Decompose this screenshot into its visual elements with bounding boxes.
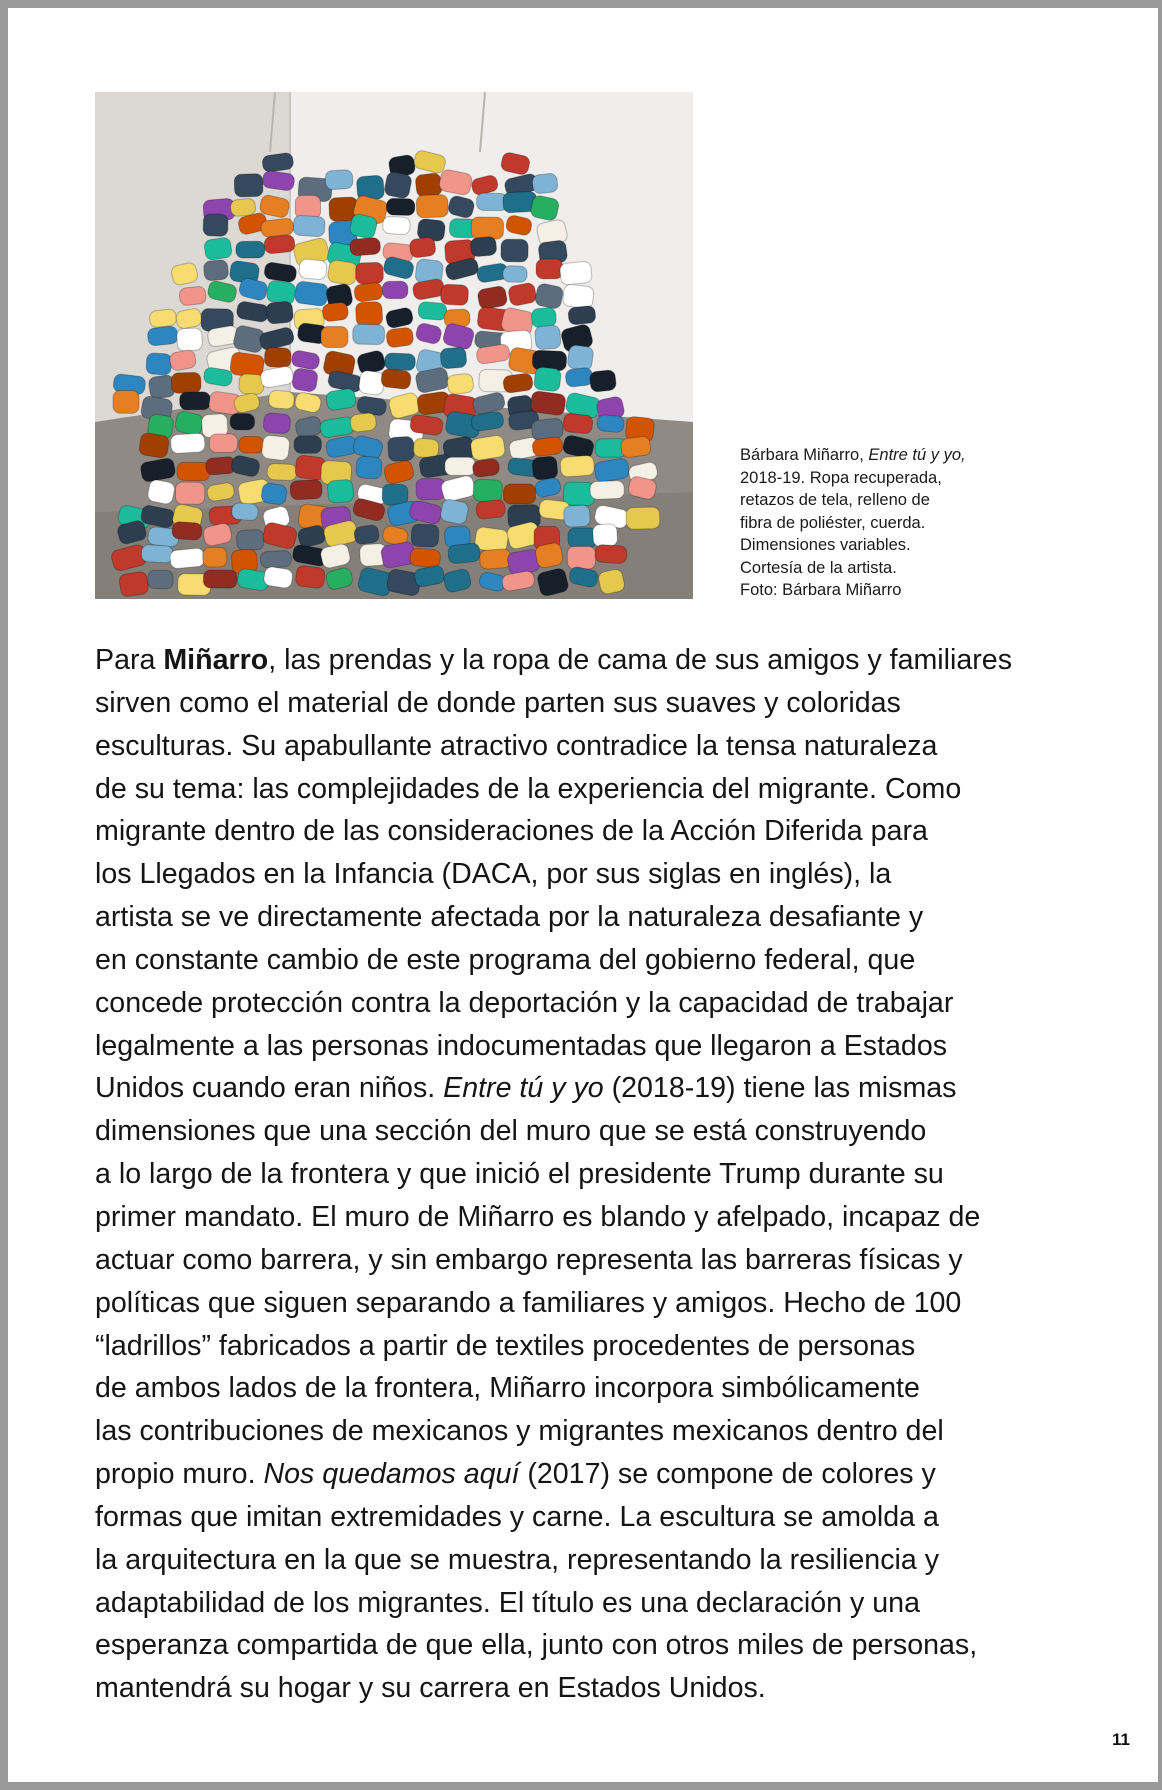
textile-patch (203, 570, 237, 588)
textile-patch (147, 326, 178, 347)
textile-patch (148, 570, 174, 589)
textile-patch (171, 372, 201, 393)
body-line: de ambos lados de la frontera, Miñarro incorpora simbólicamente (95, 1372, 920, 1405)
body-line: esculturas. Su apabullante atractivo contradice la tensa naturaleza (95, 729, 938, 762)
body-line: migrante dentro de las consideraciones de la Acción Diferida para (95, 815, 928, 848)
textile-patch (353, 524, 379, 545)
textile-patch (532, 173, 558, 194)
textile-patch (350, 412, 377, 432)
textile-patch (501, 239, 528, 262)
textile-patch (503, 266, 528, 283)
body-line: de su tema: las complejidades de la experiencia del migrante. Como (95, 772, 962, 805)
artwork-title: Entre tú y yo (443, 1072, 604, 1105)
textile-patch (263, 413, 291, 434)
textile-patch (230, 198, 256, 217)
textile-patch (209, 434, 237, 453)
textile-patch (295, 565, 326, 589)
textile-patch (415, 172, 443, 197)
document-page (8, 8, 1158, 1782)
textile-patch (476, 499, 506, 519)
textile-patch (531, 418, 564, 441)
caption-line: Cortesía de la artista. (740, 558, 897, 577)
textile-patch (447, 543, 480, 565)
textile-patch (264, 347, 291, 368)
textile-patch (260, 550, 292, 568)
textile-patch (567, 344, 594, 371)
textile-patch (266, 301, 294, 324)
textile-patch (239, 436, 264, 453)
textile-patch (327, 259, 358, 285)
textile-patch (172, 521, 203, 540)
body-line: mantendrá su hogar y su carrera en Estados Unidos. (95, 1672, 766, 1705)
body-line: las contribuciones de mexicanos y migrantes mexicanos dentro del (95, 1415, 944, 1448)
textile-patch (234, 174, 263, 198)
textile-patch (440, 347, 467, 369)
photo-caption (740, 444, 1040, 602)
textile-patch (236, 529, 264, 550)
body-line: Unidos cuando eran niños. Entre tú y yo (2018-19) tiene las mismas (95, 1072, 957, 1105)
textile-patch (268, 390, 295, 410)
textile-patch (568, 305, 597, 325)
body-line: la arquitectura en la que se muestra, representando la resiliencia y (95, 1543, 939, 1576)
textile-patch (321, 326, 348, 347)
textile-patch (260, 218, 294, 238)
textile-patch (534, 283, 564, 310)
textile-patch (502, 373, 533, 394)
caption-artwork-title: Entre tú y yo, (868, 446, 966, 464)
textile-patch (567, 546, 595, 569)
artist-name: Miñarro (163, 644, 269, 676)
body-line: Para Miñarro, las prendas y la ropa de cama de sus amigos y familiares (95, 644, 1012, 676)
body-line: esperanza compartida de que ella, junto con otros miles de personas, (95, 1629, 978, 1662)
textile-patch (354, 282, 384, 303)
page-number: 11 (1112, 1730, 1130, 1749)
caption-line: 2018-19. Ropa recuperada, (740, 468, 942, 487)
caption-line: Bárbara Miñarro, Entre tú y yo, (740, 446, 966, 464)
textile-patch (565, 367, 594, 387)
body-paragraph (95, 639, 1105, 1710)
textile-patch (203, 547, 227, 567)
textile-patch (291, 367, 318, 392)
textile-patch (470, 435, 506, 461)
textile-patch (203, 214, 228, 237)
textile-patch (620, 436, 651, 458)
textile-patch (534, 325, 561, 350)
body-line: legalmente a las personas indocumentadas que llegaron a Estados (95, 1029, 948, 1062)
caption-line: retazos de tela, relleno de (740, 491, 930, 509)
textile-patch (179, 286, 207, 306)
textile-patch (298, 258, 327, 280)
textile-patch (325, 169, 353, 189)
textile-patch (562, 284, 594, 309)
textile-patch (382, 216, 410, 235)
textile-patch (267, 463, 297, 481)
textile-patch (141, 544, 173, 563)
body-line: a lo largo de la frontera y que inició el presidente Trump durante su (95, 1158, 944, 1191)
textile-patch (170, 548, 205, 569)
textile-patch (381, 368, 412, 389)
textile-patch (231, 502, 258, 521)
caption-line: fibra de poliéster, cuerda. (740, 513, 926, 532)
textile-patch (563, 413, 593, 434)
textile-patch (531, 307, 557, 328)
textile-patch (536, 259, 563, 279)
textile-patch (327, 479, 354, 503)
textile-patch (564, 505, 591, 527)
textile-patch (532, 456, 558, 480)
textile-patch (595, 544, 628, 563)
textile-sculpture-photo-icon (95, 92, 693, 599)
textile-patch (355, 262, 383, 284)
textile-patch (290, 479, 323, 499)
textile-patch (358, 370, 385, 396)
textile-patch (560, 455, 595, 477)
textile-patch (180, 392, 211, 410)
body-line: propio muro. Nos quedamos aquí (2017) se compone de colores y (95, 1458, 936, 1491)
textile-patch (355, 301, 382, 326)
body-line: actuar como barrera, y sin embargo representa las barreras físicas y (95, 1243, 963, 1276)
body-line: en constante cambio de este programa del gobierno federal, que (95, 943, 916, 976)
textile-patch (146, 353, 172, 375)
textile-patch (470, 236, 497, 257)
body-line: “ladrillos” fabricados a partir de textiles procedentes de personas (95, 1329, 916, 1362)
textile-patch (230, 413, 255, 430)
body-line: formas que imitan extremidades y carne. La escultura se amolda a (95, 1500, 939, 1533)
textile-patch (236, 241, 265, 258)
textile-patch (626, 507, 660, 529)
body-line: dimensiones que una sección del muro que se está construyendo (95, 1115, 927, 1148)
textile-patch (532, 436, 564, 457)
caption-line: Foto: Bárbara Miñarro (740, 581, 902, 599)
textile-patch (589, 369, 616, 392)
textile-patch (597, 414, 625, 433)
textile-patch (388, 436, 415, 461)
body-line: sirven como el material de donde parten sus suaves y coloridas (95, 686, 901, 719)
textile-patch (353, 324, 385, 345)
textile-patch (411, 524, 439, 547)
textile-patch (264, 234, 296, 254)
body-line: primer mandato. El muro de Miñarro es blando y afelpado, incapaz de (95, 1200, 981, 1233)
textile-patch (440, 284, 468, 306)
textile-patch (177, 462, 210, 481)
textile-patch (118, 571, 149, 597)
artwork-photo (95, 92, 693, 599)
textile-patch (409, 548, 440, 568)
textile-patch (322, 302, 349, 322)
body-line: concede protección contra la deportación y la capacidad de trabajar (95, 986, 954, 1019)
textile-patch (383, 171, 412, 199)
textile-patch (445, 457, 475, 475)
body-line: políticas que siguen separando a familiares y amigos. Hecho de 100 (95, 1286, 962, 1319)
textile-patch (473, 479, 503, 503)
textile-patch (384, 353, 415, 371)
textile-patch (350, 237, 381, 256)
textile-patch (203, 237, 232, 261)
textile-patch (590, 480, 625, 499)
textile-patch (147, 479, 176, 505)
textile-patch (293, 215, 326, 237)
textile-patch (175, 482, 205, 505)
textile-patch (416, 195, 448, 218)
textile-patch (261, 482, 288, 505)
textile-patch (534, 367, 562, 392)
textile-patch (382, 281, 408, 298)
textile-patch (386, 327, 414, 348)
textile-patch (559, 261, 592, 286)
textile-patch (261, 435, 290, 461)
textile-patch (170, 433, 205, 454)
textile-patch (409, 237, 436, 259)
textile-patch (138, 432, 170, 459)
textile-patch (294, 436, 321, 454)
textile-patch (177, 328, 203, 351)
textile-patch (203, 259, 229, 281)
textile-patch (416, 478, 446, 500)
body-line: artista se ve directamente afectada por la naturaleza desafiante y (95, 901, 924, 934)
textile-patch (113, 390, 139, 413)
textile-patch (386, 198, 415, 215)
body-line: adaptabilidad de los migrantes. El título es una declaración y una (95, 1586, 920, 1619)
textile-patch (149, 309, 177, 328)
textile-patch (471, 217, 504, 239)
textile-patch (479, 548, 511, 569)
textile-patch (294, 281, 329, 307)
textile-patch (447, 373, 474, 395)
textile-patch (356, 456, 382, 479)
textile-patch (592, 524, 617, 547)
textile-patch (263, 566, 293, 589)
textile-patch (418, 301, 447, 320)
textile-patch (504, 484, 536, 504)
caption-line: Dimensiones variables. (740, 536, 911, 554)
body-line: los Llegados en la Infancia (DACA, por sus siglas en inglés), la (95, 858, 892, 891)
artwork-title: Nos quedamos aquí (263, 1458, 520, 1491)
